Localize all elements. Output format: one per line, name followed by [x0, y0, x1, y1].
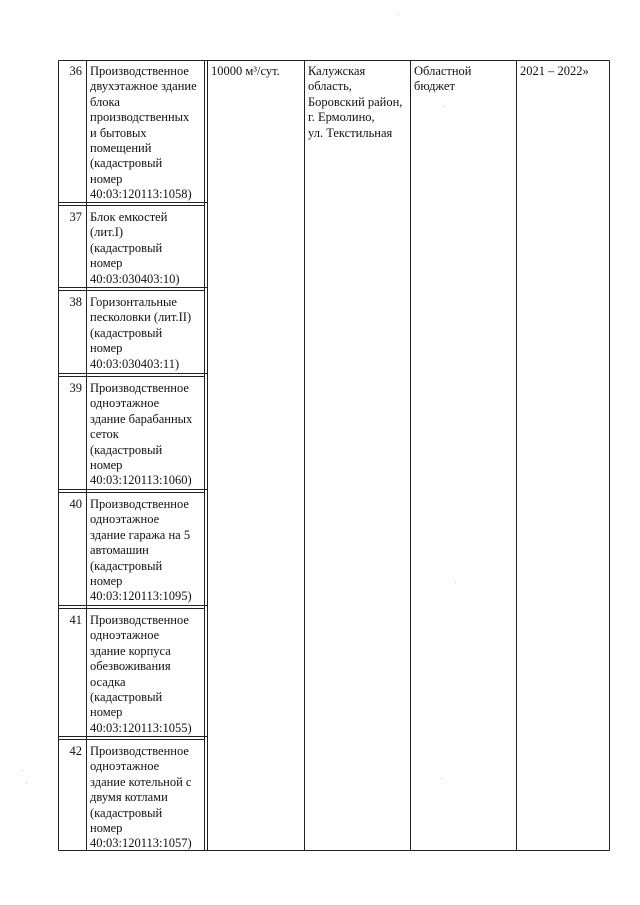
funding-source: Областной бюджет — [414, 64, 472, 94]
row-number: 39 — [69, 381, 82, 395]
row-number: 37 — [69, 210, 82, 224]
scan-speck — [22, 770, 23, 771]
scan-speck — [455, 582, 456, 583]
scan-speck — [444, 106, 445, 107]
object-name: Производственное одноэтажное здание барабанных сеток (кадастровый номер 40:03:120113:1060) — [90, 381, 193, 488]
row-number: 38 — [69, 295, 82, 309]
implementation-period: 2021 – 2022» — [520, 64, 589, 78]
row-number: 40 — [69, 497, 82, 511]
object-name: Производственное одноэтажное здание корпуса обезвоживания осадка (кадастровый номер 40:03:120113:1055) — [90, 613, 192, 735]
location-address: Калужская область, Боровский район, г. Ермолино, ул. Текстильная — [308, 64, 403, 140]
object-name: Производственное двухэтажное здание блока производственных и бытовых помещений (кадастровый номер 40:03:120113:1058) — [90, 64, 197, 202]
scan-speck — [398, 14, 399, 15]
scan-speck — [441, 778, 442, 779]
capacity-value: 10000 м³/сут. — [211, 64, 280, 78]
scan-speck — [26, 782, 27, 783]
object-name: Производственное одноэтажное здание гаража на 5 автомашин (кадастровый номер 40:03:120113:1095) — [90, 497, 192, 604]
object-name: Производственное одноэтажное здание котельной с двумя котлами (кадастровый номер 40:03:120113:1057) — [90, 744, 192, 851]
row-number: 36 — [69, 64, 82, 78]
row-number: 42 — [69, 744, 82, 758]
object-name: Блок емкостей (лит.I) (кадастровый номер 40:03:030403:10) — [90, 210, 180, 286]
row-number: 41 — [69, 613, 82, 627]
object-name: Горизонтальные песколовки (лит.II) (кадастровый номер 40:03:030403:11) — [90, 295, 192, 371]
